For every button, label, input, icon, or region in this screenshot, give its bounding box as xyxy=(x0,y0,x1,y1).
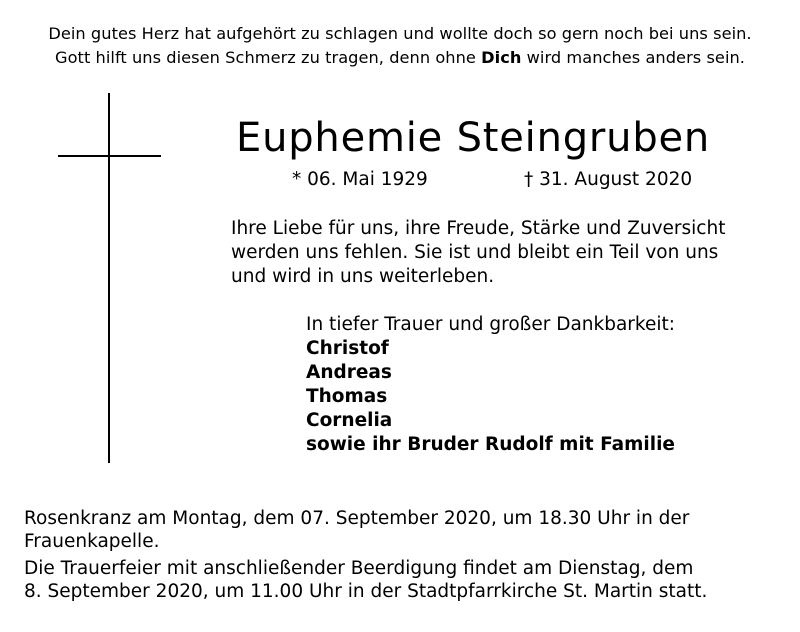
rosary-line: Rosenkranz am Montag, dem 07. September 2020, um 18.30 Uhr in der xyxy=(24,508,690,529)
cross-horizontal-beam xyxy=(58,155,161,157)
funeral-notice xyxy=(24,557,707,603)
mourner-name: sowie ihr Bruder Rudolf mit Familie xyxy=(306,434,675,455)
mourner-name: Andreas xyxy=(306,362,392,383)
mourners-intro: In tiefer Trauer und großer Dankbarkeit: xyxy=(306,314,675,335)
rosary-notice xyxy=(24,507,689,553)
mourner-name: Thomas xyxy=(306,386,388,407)
tribute-line: Ihre Liebe für uns, ihre Freude, Stärke und Zuversicht xyxy=(231,218,726,239)
tribute-line: und wird in uns weiterleben. xyxy=(231,266,495,287)
death-date: † 31. August 2020 xyxy=(524,169,693,190)
tribute-text xyxy=(231,217,725,289)
tribute-line: werden uns fehlen. Sie ist und bleibt ein Teil von uns xyxy=(231,242,719,263)
funeral-line: 8. September 2020, um 11.00 Uhr in der Stadtpfarrkirche St. Martin statt. xyxy=(24,581,708,602)
deceased-name: Euphemie Steingruben xyxy=(236,115,711,161)
mourner-name: Cornelia xyxy=(306,410,393,431)
verse-emphasis: Dich xyxy=(481,48,522,67)
funeral-line: Die Trauerfeier mit anschließender Beerdigung findet am Dienstag, dem xyxy=(24,558,694,579)
rosary-line: Frauenkapelle. xyxy=(24,531,160,552)
verse-line-2 xyxy=(0,46,800,70)
cross-vertical-beam xyxy=(108,93,110,463)
birth-date: * 06. Mai 1929 xyxy=(292,169,428,190)
verse-line-2-start: Gott hilft uns diesen Schmerz zu tragen, denn ohne xyxy=(55,48,482,67)
verse-line-2-end: wird manches anders sein. xyxy=(521,48,745,67)
mourner-name: Christof xyxy=(306,338,389,359)
mourners-block xyxy=(306,313,675,457)
verse-line-1: Dein gutes Herz hat aufgehört zu schlagen und wollte doch so gern noch bei uns sein. xyxy=(48,24,752,43)
